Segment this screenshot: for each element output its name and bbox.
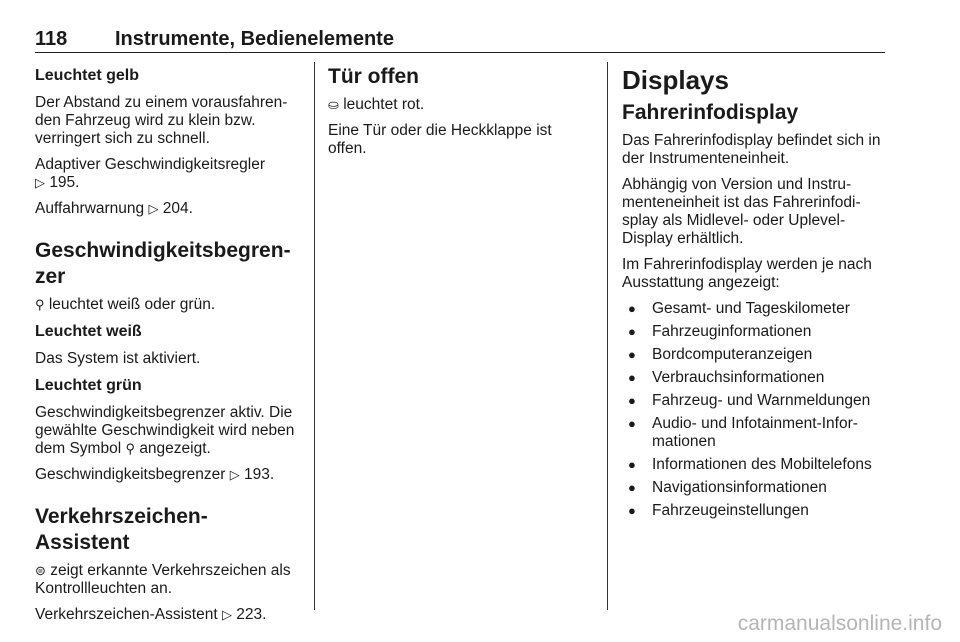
list-item: ● Gesamt- und Tageskilometer: [622, 300, 888, 318]
list-item: ● Fahrzeug- und Warnmeldungen: [622, 392, 888, 410]
heading-leuchtet-gelb: Leuchtet gelb: [35, 67, 140, 84]
heading-geschwindigkeitsbegrenzer: Geschwindigkeitsbegren-zer: [35, 239, 291, 288]
ref-text: Adaptiver Geschwindigkeitsregler: [35, 156, 266, 173]
paragraph-begrenzer-aktiv: [35, 404, 301, 458]
ref-text: Auffahrwarnung: [35, 200, 145, 217]
heading-displays: Displays: [622, 65, 729, 95]
ref-page[interactable]: 195.: [49, 174, 80, 191]
page-ref-arrow-icon: ▷: [221, 607, 232, 622]
traffic-sign-icon: ⊜: [35, 563, 46, 578]
ref-text: Verkehrszeichen-Assistent: [35, 606, 218, 623]
heading-leuchtet-gruen: Leuchtet grün: [35, 377, 142, 394]
paragraph-leuchtet-weiss-gruen: [35, 296, 301, 314]
heading-fahrerinfodisplay: Fahrerinfodisplay: [622, 101, 799, 124]
list-item: ● Audio- und Infotainment-Infor-mationen: [622, 415, 888, 451]
text: Geschwindigkeitsbegrenzer aktiv. Die gewählte Geschwindigkeit wird neben dem Symbol: [35, 404, 295, 457]
header-divider: [35, 52, 885, 53]
ref-page[interactable]: 204.: [162, 200, 193, 217]
heading-tuer-offen: Tür offen: [328, 65, 419, 88]
column-right: [622, 60, 888, 525]
paragraph-befindet: Das Fahrerinfodisplay befindet sich in der Instrumenteneinheit.: [622, 132, 881, 167]
column-divider-1: [314, 62, 315, 610]
page-title: Instrumente, Bedienelemente: [115, 28, 394, 50]
watermark: carmanualsonline.info: [737, 612, 942, 635]
paragraph-verkehrszeichen: [35, 562, 301, 598]
list-item: ● Verbrauchsinformationen: [622, 369, 888, 387]
list-item: ● Informationen des Mobiltelefons: [622, 456, 888, 474]
ref-page[interactable]: 223.: [236, 606, 267, 623]
page-ref-arrow-icon: ▷: [148, 201, 159, 216]
ref-text: Geschwindigkeitsbegrenzer: [35, 466, 226, 483]
paragraph-begrenzer-ref: [35, 466, 301, 484]
paragraph-aktiviert: Das System ist aktiviert.: [35, 350, 201, 367]
display-info-list: [622, 300, 888, 520]
column-left: [35, 60, 301, 632]
paragraph-abhaengig: Abhängig von Version und Instru-menteneinheit ist das Fahrerinfodi-splay als Midlevel- oder Uplevel-Display erhältlich.: [622, 176, 861, 247]
column-middle: [328, 60, 588, 166]
heading-leuchtet-weiss: Leuchtet weiß: [35, 323, 142, 340]
column-divider-2: [607, 62, 608, 610]
page-ref-arrow-icon: ▷: [35, 175, 45, 190]
door-open-icon: ⛀: [328, 97, 339, 112]
paragraph-abstand: Der Abstand zu einem vorausfahren-den Fahrzeug wird zu klein bzw. verringert sich zu schnell.: [35, 94, 288, 147]
text: zeigt erkannte Verkehrszeichen als Kontrollleuchten an.: [35, 562, 291, 597]
ref-page[interactable]: 193.: [244, 466, 275, 483]
speed-limiter-icon: ⚲: [35, 297, 45, 312]
page-ref-arrow-icon: ▷: [229, 467, 240, 482]
list-item: ● Fahrzeugeinstellungen: [622, 502, 888, 520]
text: leuchtet weiß oder grün.: [48, 296, 216, 313]
list-item: ● Fahrzeuginformationen: [622, 323, 888, 341]
page-number: 118: [35, 28, 68, 50]
paragraph-verkehrszeichen-ref: [35, 606, 301, 624]
list-item: ● Bordcomputeranzeigen: [622, 346, 888, 364]
paragraph-leuchtet-rot: [328, 96, 588, 114]
text: angezeigt.: [139, 440, 211, 457]
paragraph-adaptiver: [35, 156, 301, 192]
paragraph-auffahrwarnung: [35, 200, 301, 218]
page-header: [35, 28, 885, 50]
paragraph-tuer: Eine Tür oder die Heckklappe ist offen.: [328, 122, 552, 157]
heading-verkehrszeichen: Verkehrszeichen-Assistent: [35, 505, 208, 554]
list-item: ● Navigationsinformationen: [622, 479, 888, 497]
paragraph-angezeigt: Im Fahrerinfodisplay werden je nach Ausstattung angezeigt:: [622, 256, 872, 291]
speed-limiter-icon: ⚲: [125, 441, 135, 456]
text: leuchtet rot.: [343, 96, 425, 113]
